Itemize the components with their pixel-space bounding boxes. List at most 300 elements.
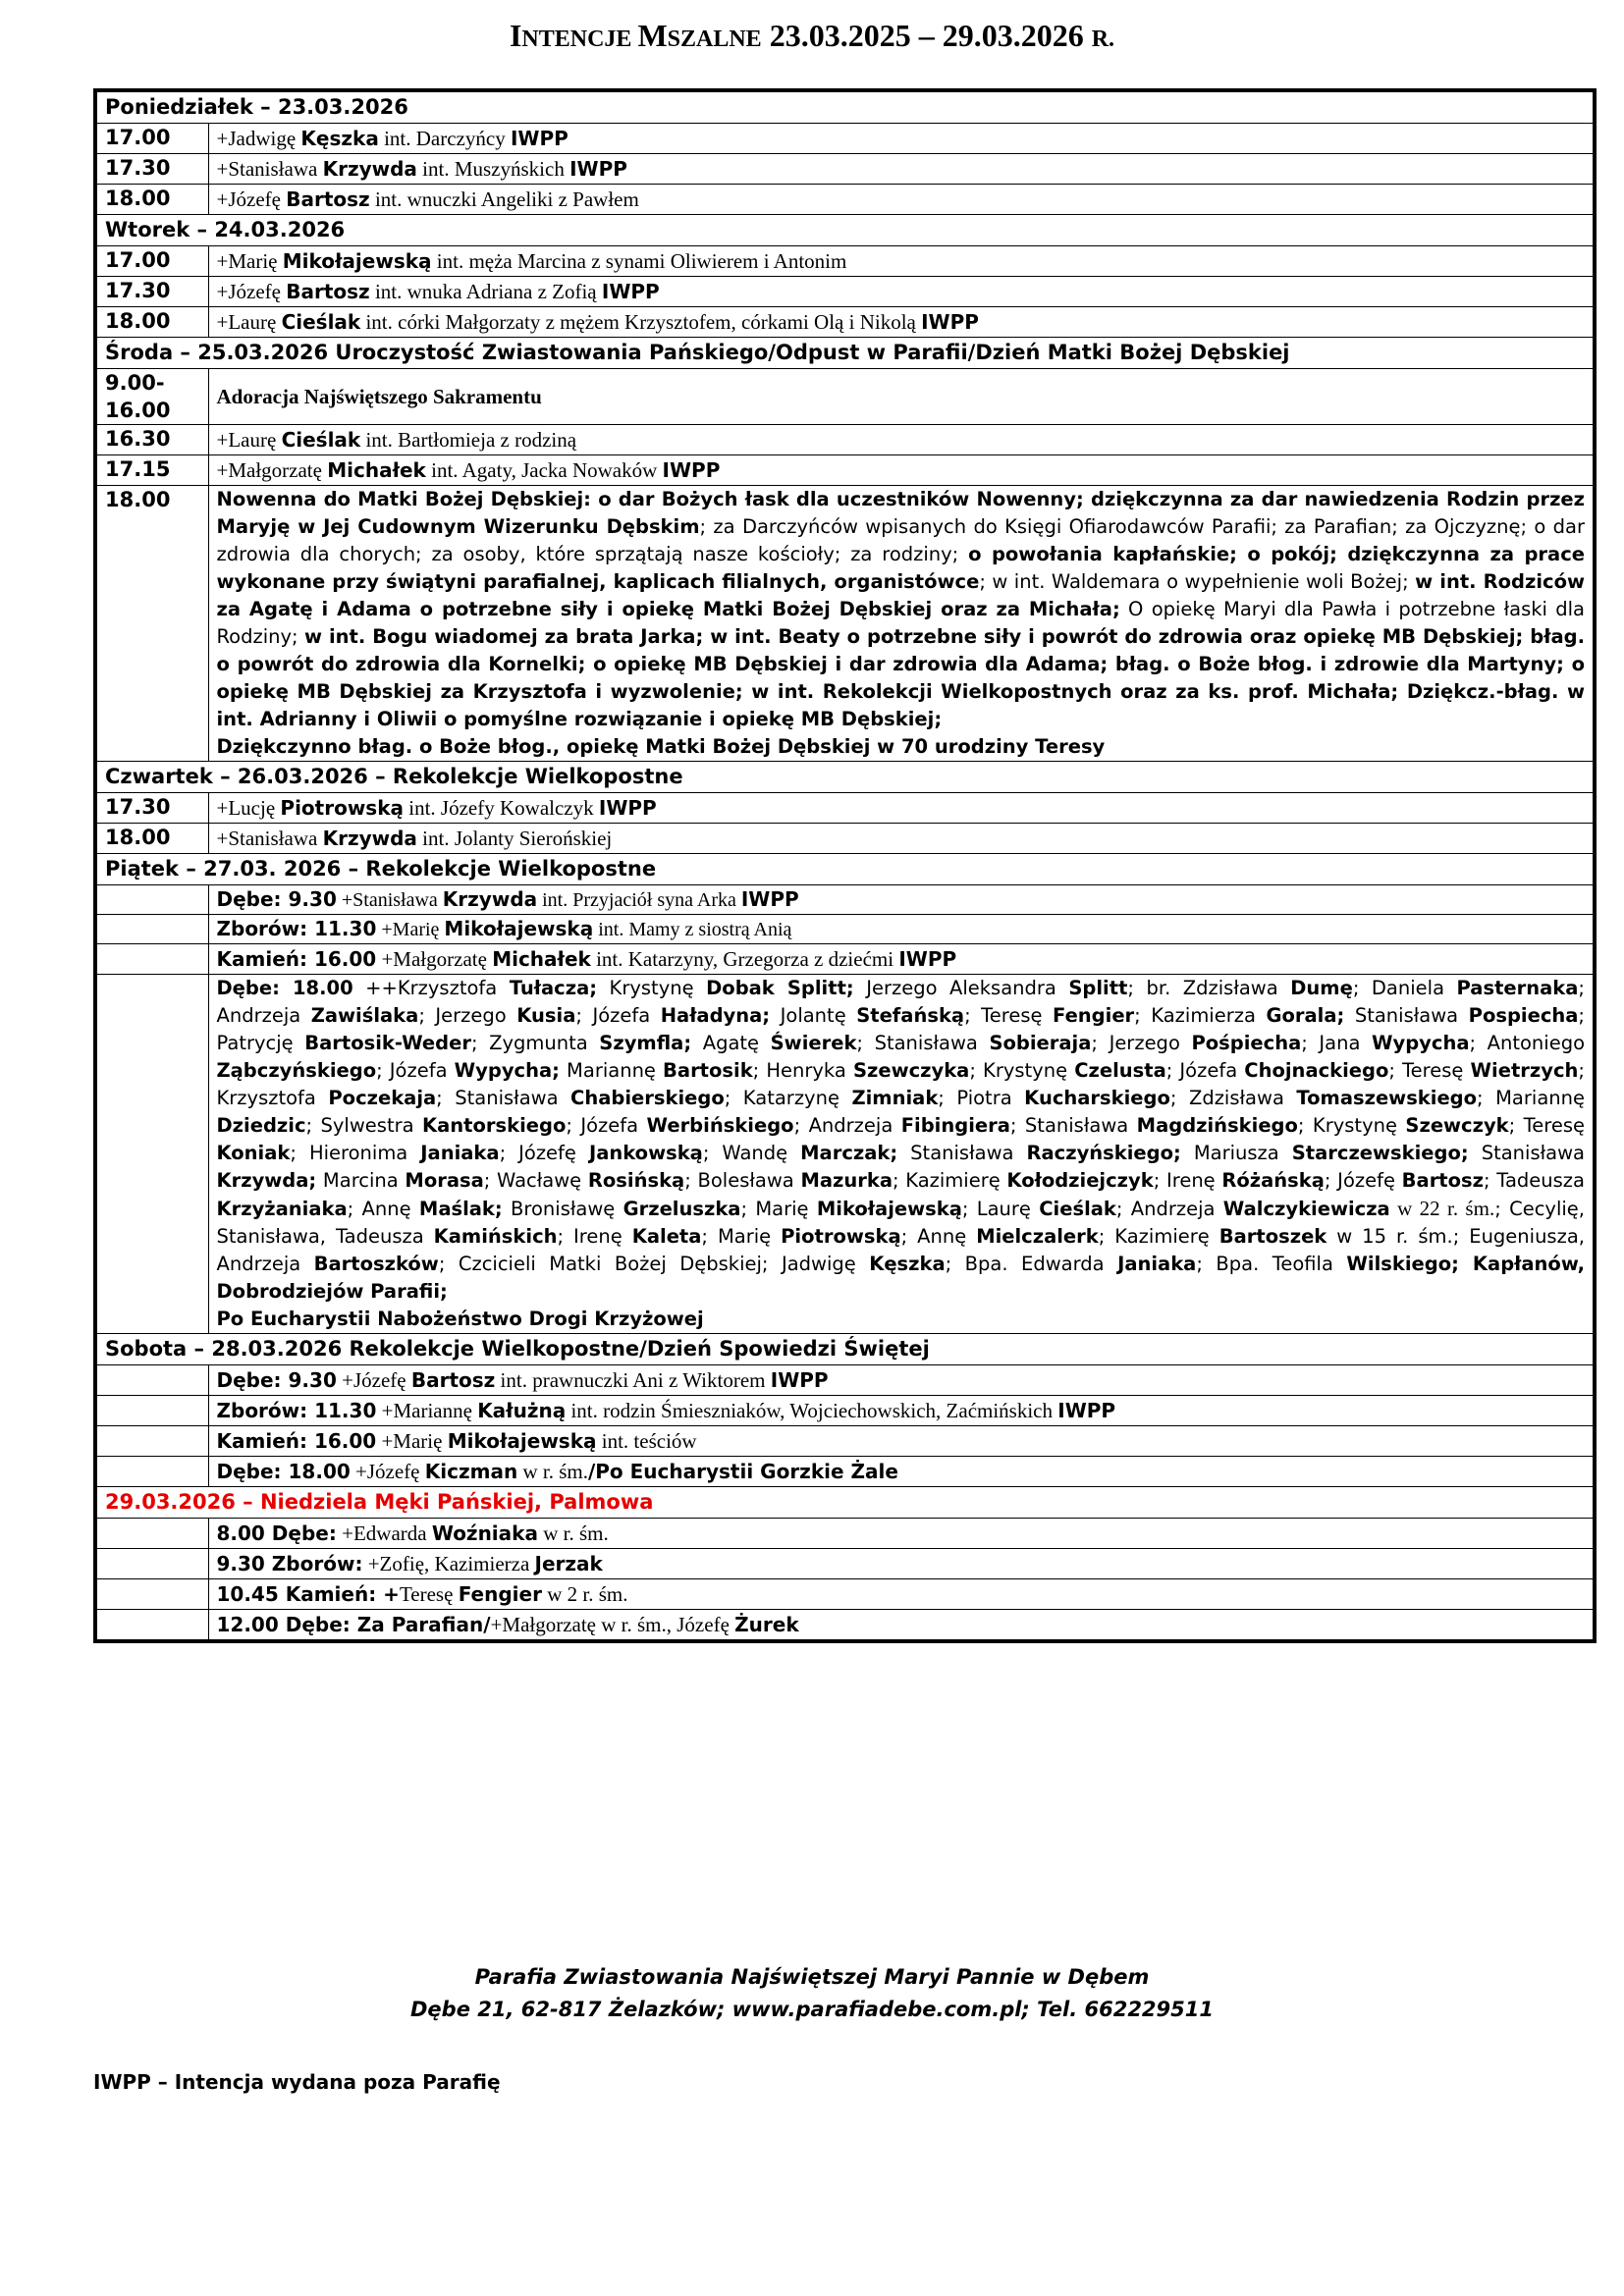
block-text: ; Józefa bbox=[1165, 1059, 1245, 1082]
block-bold: Gorala; bbox=[1266, 1004, 1345, 1027]
mass-time: 17.15 bbox=[95, 455, 208, 486]
block-text: ; Józefa bbox=[575, 1004, 661, 1027]
friday-big-row bbox=[95, 975, 1595, 1334]
intent-tag: IWPP bbox=[510, 127, 568, 150]
intent-text: +Józefę bbox=[336, 1368, 411, 1392]
block-bold: Rosińską bbox=[587, 1169, 685, 1192]
intent-text: +Józefę bbox=[216, 187, 287, 211]
intention bbox=[208, 885, 1595, 915]
empty-time-cell bbox=[95, 1365, 208, 1396]
intent-tag: IWPP bbox=[662, 458, 721, 482]
intention-row bbox=[95, 154, 1595, 185]
block-text: ; Józefa bbox=[566, 1114, 647, 1137]
intent-text: +Stanisława bbox=[336, 889, 443, 911]
intention bbox=[208, 793, 1595, 824]
intent-surname: Mikołajewską bbox=[444, 917, 594, 940]
block-text: ; Wandę bbox=[702, 1142, 801, 1164]
intent-text: int. Muszyńskich bbox=[416, 157, 570, 181]
intent-surname: Żurek bbox=[734, 1613, 799, 1636]
intention-row bbox=[95, 307, 1595, 338]
block-bold: Janiaka bbox=[1117, 1253, 1197, 1275]
intention bbox=[208, 455, 1595, 486]
block-bold: Kęszka bbox=[869, 1253, 946, 1275]
intention bbox=[208, 915, 1595, 944]
block-bold: Pospiecha bbox=[1468, 1004, 1579, 1027]
block-bold: Krzyżaniaka bbox=[216, 1198, 348, 1220]
block-text: ; Piotra bbox=[938, 1087, 1025, 1109]
block-bold: Chabierskiego bbox=[570, 1087, 725, 1109]
block-text: ; Józefę bbox=[499, 1142, 589, 1164]
location-time: 8.00 Dębe: bbox=[216, 1522, 337, 1545]
intention bbox=[208, 277, 1595, 307]
intention-row bbox=[95, 1549, 1595, 1579]
block-bold: Ząbczyńskiego bbox=[216, 1059, 377, 1082]
day-header-row bbox=[95, 854, 1595, 885]
block-text: ++Krzysztofa bbox=[352, 977, 510, 999]
block-text: ; Cecylię, Stanisława, Tadeusza bbox=[216, 1198, 1585, 1248]
block-text: Stanisława bbox=[1344, 1004, 1469, 1027]
intent-text: int. Przyjaciół syna Arka bbox=[537, 889, 741, 911]
intention-row bbox=[95, 793, 1595, 824]
block-bold: Chojnackiego bbox=[1244, 1059, 1389, 1082]
day-header: Sobota – 28.03.2026 Rekolekcje Wielkopostne/Dzień Spowiedzi Świętej bbox=[95, 1334, 1595, 1365]
intent-text: int. wnuka Adriana z Zofią bbox=[369, 280, 602, 303]
intent-text: +Małgorzatę bbox=[216, 458, 328, 482]
intent-text: int. córki Małgorzaty z mężem Krzysztofem, córkami Olą i Nikolą bbox=[360, 310, 922, 334]
intention-row bbox=[95, 185, 1595, 215]
block-text: ; Józefę bbox=[1324, 1169, 1402, 1192]
day-header-row bbox=[95, 90, 1595, 124]
block-bold: o powołania kapłańskie; o pokój; dziękczynna za prace wykonane przy świątyni parafialnej, kaplicach filialnych, organistówce bbox=[216, 543, 1585, 593]
block-bold: Werbińskiego bbox=[646, 1114, 794, 1137]
intent-surname: Piotrowską bbox=[280, 796, 405, 820]
mass-time: 18.00 bbox=[95, 185, 208, 215]
intent-surname: Cieślak bbox=[281, 310, 361, 334]
intent-text: int. Darczyńcy bbox=[378, 127, 511, 150]
block-bold: Jankowską bbox=[588, 1142, 703, 1164]
block-text: ; Stanisława bbox=[436, 1087, 571, 1109]
intention bbox=[208, 307, 1595, 338]
mass-time: 17.00 bbox=[95, 246, 208, 277]
block-bold: Morasa bbox=[405, 1169, 484, 1192]
block-bold: Cieślak bbox=[1039, 1198, 1116, 1220]
block-bold: Kaleta bbox=[631, 1225, 702, 1248]
block-bold: Krzywda; bbox=[216, 1169, 317, 1192]
block-text: ; Antoniego bbox=[1469, 1032, 1586, 1054]
intent-text: +Marię bbox=[376, 1429, 448, 1453]
block-text: ; Bpa. Teofila bbox=[1196, 1253, 1347, 1275]
intention bbox=[208, 1396, 1595, 1426]
block-bold: w int. Rodziców za Agatę i Adama o potrzebne siły i opiekę Matki Bożej Dębskiej oraz za Michała; bbox=[216, 570, 1586, 620]
block-text: ; Laurę bbox=[961, 1198, 1040, 1220]
mass-time: 17.30 bbox=[95, 793, 208, 824]
block-text: ; Zdzisława bbox=[1169, 1087, 1297, 1109]
block-text: Agatę bbox=[691, 1032, 771, 1054]
location-time: Dębe: 18.00 bbox=[216, 1460, 351, 1483]
block-text: ; Andrzeja bbox=[1115, 1198, 1223, 1220]
intent-text: int. Jolanty Sierońskiej bbox=[416, 827, 613, 850]
intent-text: +Laurę bbox=[216, 310, 282, 334]
block-bold: w int. Bogu wiadomej za brata Jarka; w int. Beaty o potrzebne siły i powrót do zdrowia oraz opiekę MB Dębskiej; błag. o powrót do zdrowia dla Kornelki; o opiekę MB Dębskiej i dar zdrowia dla Adama; błag. o Boże błog. i zdrowie dla Martyny; o opiekę MB Dębskiej za Krzysztofa i wyzwolenie; w int. Rekolekcji Wielkopostnych oraz za ks. prof. Michała; Dziękcz.-błag. w int. Adrianny i Oliwii o pomyślne rozwiązanie i opiekę MB Dębskiej; bbox=[216, 625, 1586, 730]
block-text: ; Hieronima bbox=[290, 1142, 421, 1164]
block-text: ; Stanisława bbox=[856, 1032, 990, 1054]
intent-surname: Michałek bbox=[492, 947, 591, 971]
friday-last-line: Po Eucharystii Nabożeństwo Drogi Krzyżowej bbox=[216, 1308, 704, 1330]
block-text: ; Wacławę bbox=[483, 1169, 588, 1192]
block-bold: Fibingiera bbox=[900, 1114, 1010, 1137]
block-bold: Wietrzych bbox=[1470, 1059, 1579, 1082]
block-text: w 22 r. śm. bbox=[1389, 1197, 1495, 1220]
block-bold: Wilskiego; Kapłanów, Dobrodziejów Parafii; bbox=[216, 1253, 1586, 1303]
location-time: Zborów: 11.30 bbox=[216, 1399, 377, 1422]
intent-text: int. Bartłomieja z rodziną bbox=[360, 428, 577, 452]
location-time: 12.00 Dębe: Za Parafian/ bbox=[216, 1613, 491, 1636]
intent-surname: Kęszka bbox=[300, 127, 379, 150]
block-text: ; Andrzeja bbox=[793, 1114, 901, 1137]
block-bold: Janiaka bbox=[420, 1142, 500, 1164]
block-bold: Szewczyk bbox=[1405, 1114, 1509, 1137]
novena-last-line: Dziękczynno błag. o Boże błog., opiekę Matki Bożej Dębskiej w 70 urodziny Teresy bbox=[216, 735, 1106, 758]
block-text: Stanisława bbox=[1468, 1142, 1585, 1164]
block-bold: Świerek bbox=[770, 1032, 857, 1054]
block-bold: Koniak bbox=[216, 1142, 291, 1164]
intent-text: +Jadwigę bbox=[216, 127, 301, 150]
block-bold: Nowenna do Matki Bożej Dębskiej: o dar Bożych łask dla uczestników Nowenny; dziękczynna za dar nawiedzenia Rodzin przez Maryję w Jej Cudownym Wizerunku Dębskim bbox=[216, 488, 1585, 538]
block-bold: Kucharskiego bbox=[1024, 1087, 1170, 1109]
intention-row bbox=[95, 1457, 1595, 1487]
empty-time-cell bbox=[95, 1610, 208, 1642]
intent-surname: Mikołajewską bbox=[282, 249, 432, 273]
location-time: Dębe: 9.30 bbox=[216, 887, 337, 911]
block-text: ; Kazimierę bbox=[892, 1169, 1007, 1192]
block-text: ; Stanisława bbox=[1009, 1114, 1137, 1137]
intent-surname: Kałużną bbox=[477, 1399, 567, 1422]
intent-text: +Stanisława bbox=[216, 157, 323, 181]
block-bold: Pasternaka bbox=[1456, 977, 1579, 999]
block-text: ; Teresę bbox=[964, 1004, 1054, 1027]
block-text: ; Kazimierę bbox=[1098, 1225, 1219, 1248]
block-text: ; Jerzego bbox=[418, 1004, 517, 1027]
intention-row bbox=[95, 1610, 1595, 1642]
block-text: ; za Darczyńców wpisanych do Księgi Ofiarodawców Parafii; za Parafian; za Ojczyznę; o dar zdrowia dla chorych; za osoby, które sprzątają nasze kościoły; za rodziny; bbox=[216, 515, 1585, 565]
block-text: ; Irenę bbox=[557, 1225, 632, 1248]
location-time: Kamień: 16.00 bbox=[216, 1429, 377, 1453]
day-header: Piątek – 27.03. 2026 – Rekolekcje Wielkopostne bbox=[95, 854, 1595, 885]
mass-time: 17.30 bbox=[95, 277, 208, 307]
legend-iwpp: IWPP – Intencja wydana poza Parafię bbox=[93, 2070, 501, 2094]
intention bbox=[208, 1610, 1595, 1642]
empty-time-cell bbox=[95, 975, 208, 1334]
location-time: 9.30 Zborów: bbox=[216, 1552, 363, 1575]
intent-surname: Bartosz bbox=[286, 280, 370, 303]
intent-text: int. Katarzyny, Grzegorza z dziećmi bbox=[590, 947, 899, 971]
block-bold: Stefańską bbox=[856, 1004, 965, 1027]
block-bold: Magdzińskiego bbox=[1136, 1114, 1298, 1137]
intention-row bbox=[95, 124, 1595, 154]
block-bold: Kamińskich bbox=[433, 1225, 558, 1248]
block-text: ; Jerzego bbox=[1091, 1032, 1192, 1054]
intent-text: +Lucję bbox=[216, 796, 281, 820]
mass-time: 17.30 bbox=[95, 154, 208, 185]
block-text: ; Annę bbox=[347, 1198, 419, 1220]
intent-tag: IWPP bbox=[1057, 1399, 1116, 1422]
intent-text: +Józefę bbox=[350, 1460, 425, 1483]
block-text: ; Teresę bbox=[1388, 1059, 1471, 1082]
day-header-row bbox=[95, 1487, 1595, 1519]
intent-surname: Krzywda bbox=[442, 887, 538, 911]
intention bbox=[208, 1457, 1595, 1487]
intent-text: int. Agaty, Jacka Nowaków bbox=[425, 458, 663, 482]
block-bold: Bartosik bbox=[663, 1059, 753, 1082]
intention bbox=[208, 154, 1595, 185]
intent-text: +Marię bbox=[216, 249, 283, 273]
empty-time-cell bbox=[95, 1457, 208, 1487]
intention-row bbox=[95, 455, 1595, 486]
block-bold: Kusia bbox=[516, 1004, 576, 1027]
intent-surname: Cieślak bbox=[281, 428, 361, 452]
location-time: 10.45 Kamień: + bbox=[216, 1582, 400, 1606]
day-header: 29.03.2026 – Niedziela Męki Pańskiej, Palmowa bbox=[95, 1487, 1595, 1519]
intent-text: +Stanisława bbox=[216, 827, 323, 850]
intention-row bbox=[95, 915, 1595, 944]
block-bold: Dobak Splitt; bbox=[706, 977, 854, 999]
intent-surname: Bartosz bbox=[410, 1368, 496, 1392]
intent-text: +Laurę bbox=[216, 428, 282, 452]
intent-tag: /Po Eucharystii Gorzkie Żale bbox=[587, 1460, 898, 1483]
block-bold: Bartoszek bbox=[1218, 1225, 1327, 1248]
block-text: ; Kazimierza bbox=[1134, 1004, 1267, 1027]
day-header: Środa – 25.03.2026 Uroczystość Zwiastowania Pańskiego/Odpust w Parafii/Dzień Matki Bożej Dębskiej bbox=[95, 338, 1595, 369]
intention-row bbox=[95, 277, 1595, 307]
block-bold: Grzeluszka bbox=[623, 1198, 741, 1220]
intent-text: int. wnuczki Angeliki z Pawłem bbox=[369, 187, 639, 211]
block-bold: Maślak; bbox=[418, 1198, 503, 1220]
block-text: O opiekę Maryi dla Pawła i potrzebne łaski dla Rodziny; bbox=[216, 598, 1585, 648]
block-bold: Piotrowską bbox=[781, 1225, 901, 1248]
block-text: Jolantę bbox=[770, 1004, 857, 1027]
intention-row bbox=[95, 246, 1595, 277]
block-text: ; Krzysztofa bbox=[216, 1059, 1585, 1109]
mass-time: 18.00 bbox=[95, 824, 208, 854]
day-header: Czwartek – 26.03.2026 – Rekolekcje Wielkopostne bbox=[95, 762, 1595, 793]
block-bold: Zawiślaka bbox=[310, 1004, 419, 1027]
intent-surname: Fengier bbox=[458, 1582, 542, 1606]
novena-row bbox=[95, 486, 1595, 762]
location-time: Kamień: 16.00 bbox=[216, 947, 377, 971]
intent-tag: IWPP bbox=[770, 1368, 829, 1392]
intent-text: w r. śm. bbox=[517, 1460, 588, 1483]
block-bold: Mazurka bbox=[800, 1169, 893, 1192]
intent-text: int. Józefy Kowalczyk bbox=[404, 796, 599, 820]
intent-text: int. męża Marcina z synami Oliwierem i Antonim bbox=[431, 249, 847, 273]
intent-tag: IWPP bbox=[569, 157, 627, 181]
parish-footer bbox=[0, 1961, 1624, 2026]
empty-time-cell bbox=[95, 1396, 208, 1426]
block-bold: Bartosik-Weder bbox=[304, 1032, 471, 1054]
empty-time-cell bbox=[95, 1579, 208, 1610]
intention-row bbox=[95, 944, 1595, 975]
intent-text: +Józefę bbox=[216, 280, 287, 303]
intention-row bbox=[95, 425, 1595, 455]
intention-row bbox=[95, 1426, 1595, 1457]
intent-surname: Kiczman bbox=[424, 1460, 518, 1483]
block-bold: Sobieraja bbox=[989, 1032, 1092, 1054]
intent-text: int. teściów bbox=[596, 1429, 697, 1453]
adoration-text: Adoracja Najświętszego Sakramentu bbox=[216, 385, 542, 408]
day-header-row bbox=[95, 1334, 1595, 1365]
intention bbox=[208, 1365, 1595, 1396]
block-bold: Dziedzic bbox=[216, 1114, 306, 1137]
block-bold: Bartosz bbox=[1401, 1169, 1484, 1192]
schedule-table bbox=[93, 88, 1597, 1643]
empty-time-cell bbox=[95, 1519, 208, 1549]
mass-time: 9.00-16.00 bbox=[95, 369, 208, 425]
parish-address: Dębe 21, 62-817 Żelazków; www.parafiadebe.com.pl; Tel. 662229511 bbox=[410, 1998, 1214, 2021]
block-text: ; Józefa bbox=[376, 1059, 455, 1082]
day-header-row bbox=[95, 762, 1595, 793]
intention-row bbox=[95, 824, 1595, 854]
block-bold: Czelusta bbox=[1074, 1059, 1166, 1082]
block-bold: Mielczalerk bbox=[976, 1225, 1099, 1248]
block-bold: Tułacza; bbox=[509, 977, 598, 999]
intention bbox=[208, 1519, 1595, 1549]
intention bbox=[208, 1426, 1595, 1457]
block-bold: Splitt bbox=[1068, 977, 1128, 999]
block-text: ; Marię bbox=[701, 1225, 782, 1248]
block-text: Marcina bbox=[316, 1169, 406, 1192]
block-bold: Marczak; bbox=[800, 1142, 898, 1164]
block-text: Mariannę bbox=[559, 1059, 664, 1082]
block-bold: Kołodziejczyk bbox=[1006, 1169, 1154, 1192]
location-time: Dębe: 9.30 bbox=[216, 1368, 337, 1392]
block-text: ; Daniela bbox=[1352, 977, 1457, 999]
empty-time-cell bbox=[95, 944, 208, 975]
intent-surname: Krzywda bbox=[322, 827, 417, 850]
intent-surname: Krzywda bbox=[322, 157, 417, 181]
block-bold: Bartoszków bbox=[313, 1253, 439, 1275]
intent-tag: IWPP bbox=[921, 310, 979, 334]
intent-text: w 2 r. śm. bbox=[541, 1582, 628, 1606]
intent-text: +Marię bbox=[376, 919, 445, 940]
block-bold: Zimniak bbox=[851, 1087, 939, 1109]
intention bbox=[208, 824, 1595, 854]
block-bold: Starczewskiego; bbox=[1291, 1142, 1469, 1164]
day-header-row bbox=[95, 338, 1595, 369]
block-bold: Tomaszewskiego bbox=[1296, 1087, 1478, 1109]
intent-text: int. prawnuczki Ani z Wiktorem bbox=[495, 1368, 771, 1392]
intent-surname: Woźniaka bbox=[431, 1522, 538, 1545]
empty-time-cell bbox=[95, 885, 208, 915]
block-bold: Poczekaja bbox=[328, 1087, 437, 1109]
intent-tag: IWPP bbox=[740, 887, 799, 911]
intention-row bbox=[95, 1365, 1595, 1396]
intention-row bbox=[95, 1519, 1595, 1549]
intent-text: Teresę bbox=[399, 1582, 459, 1606]
intent-text: +Małgorzatę w r. śm., Józefę bbox=[490, 1613, 735, 1636]
intent-text: +Małgorzatę bbox=[376, 947, 493, 971]
mass-time: 18.00 bbox=[95, 486, 208, 762]
empty-time-cell bbox=[95, 1426, 208, 1457]
block-text: w 15 r. śm.; Eugeniusza, Andrzeja bbox=[216, 1225, 1585, 1275]
intention bbox=[208, 425, 1595, 455]
block-text: ; Sylwestra bbox=[305, 1114, 423, 1137]
block-text: ; Teresę bbox=[1508, 1114, 1586, 1137]
empty-time-cell bbox=[95, 915, 208, 944]
block-bold: Wypycha bbox=[1372, 1032, 1470, 1054]
mass-time: 18.00 bbox=[95, 307, 208, 338]
adoration-row bbox=[95, 369, 1595, 425]
location-time: Zborów: 11.30 bbox=[216, 917, 377, 940]
intention bbox=[208, 124, 1595, 154]
block-bold: Haładyna; bbox=[660, 1004, 771, 1027]
adoration bbox=[208, 369, 1595, 425]
block-text: ; Annę bbox=[900, 1225, 977, 1248]
block-text: Stanisława bbox=[897, 1142, 1027, 1164]
intention-row bbox=[95, 885, 1595, 915]
intention bbox=[208, 1579, 1595, 1610]
intent-surname: Jerzak bbox=[534, 1552, 603, 1575]
block-bold: Kantorskiego bbox=[422, 1114, 567, 1137]
block-bold: Pośpiecha bbox=[1191, 1032, 1302, 1054]
block-text: ; Krystynę bbox=[1297, 1114, 1406, 1137]
block-bold: Fengier bbox=[1053, 1004, 1135, 1027]
block-bold: Szewczyka bbox=[852, 1059, 970, 1082]
intention bbox=[208, 246, 1595, 277]
intent-surname: Bartosz bbox=[286, 187, 370, 211]
block-text: ; Zygmunta bbox=[470, 1032, 600, 1054]
block-bold: Walczykiewicza bbox=[1222, 1198, 1390, 1220]
intent-text: +Zofię, Kazimierza bbox=[362, 1552, 535, 1575]
block-text: ; Czcicieli Matki Bożej Dębskiej; Jadwigę bbox=[438, 1253, 870, 1275]
intention bbox=[208, 1549, 1595, 1579]
block-text: ; br. Zdzisława bbox=[1127, 977, 1291, 999]
day-header: Poniedziałek – 23.03.2026 bbox=[95, 90, 1595, 124]
block-text: ; w int. Waldemara o wypełnienie woli Bożej; bbox=[979, 570, 1416, 593]
intent-tag: IWPP bbox=[898, 947, 957, 971]
block-bold: Dumę bbox=[1290, 977, 1353, 999]
block-text: Jerzego Aleksandra bbox=[853, 977, 1069, 999]
block-bold: Różańską bbox=[1221, 1169, 1325, 1192]
block-text: ; Marię bbox=[740, 1198, 817, 1220]
block-text: ; Irenę bbox=[1153, 1169, 1222, 1192]
intention bbox=[208, 944, 1595, 975]
block-bold: Szymfla; bbox=[599, 1032, 692, 1054]
block-text: ; Krystynę bbox=[969, 1059, 1075, 1082]
intent-text: int. rodzin Śmieszniaków, Wojciechowskich, Zaćmińskich bbox=[566, 1399, 1058, 1422]
block-text: Krystynę bbox=[597, 977, 707, 999]
block-text: Mariusza bbox=[1180, 1142, 1292, 1164]
block-bold: Mikołajewską bbox=[816, 1198, 962, 1220]
intent-text: w r. śm. bbox=[537, 1522, 609, 1545]
day-header-row bbox=[95, 215, 1595, 246]
mass-time: 16.30 bbox=[95, 425, 208, 455]
block-bold: Raczyńskiego; bbox=[1026, 1142, 1181, 1164]
intent-tag: IWPP bbox=[601, 280, 660, 303]
intent-surname: Michałek bbox=[327, 458, 426, 482]
page-title: INTENCJE MSZALNE 23.03.2025 – 29.03.2026 R. bbox=[509, 18, 1115, 53]
mass-time: 17.00 bbox=[95, 124, 208, 154]
intent-surname: Mikołajewską bbox=[447, 1429, 597, 1453]
block-text: ; Tadeusza bbox=[1484, 1169, 1585, 1192]
intent-text: +Mariannę bbox=[376, 1399, 478, 1422]
intent-text: +Edwarda bbox=[336, 1522, 432, 1545]
block-text: ; Mariannę bbox=[1477, 1087, 1585, 1109]
intention-row bbox=[95, 1396, 1595, 1426]
block-bold: Dębe: 18.00 bbox=[216, 977, 353, 999]
parish-name: Parafia Zwiastowania Najświętszej Maryi Pannie w Dębem bbox=[474, 1965, 1150, 1989]
intent-text: int. Mamy z siostrą Anią bbox=[593, 919, 792, 940]
block-bold: Wypycha; bbox=[454, 1059, 560, 1082]
